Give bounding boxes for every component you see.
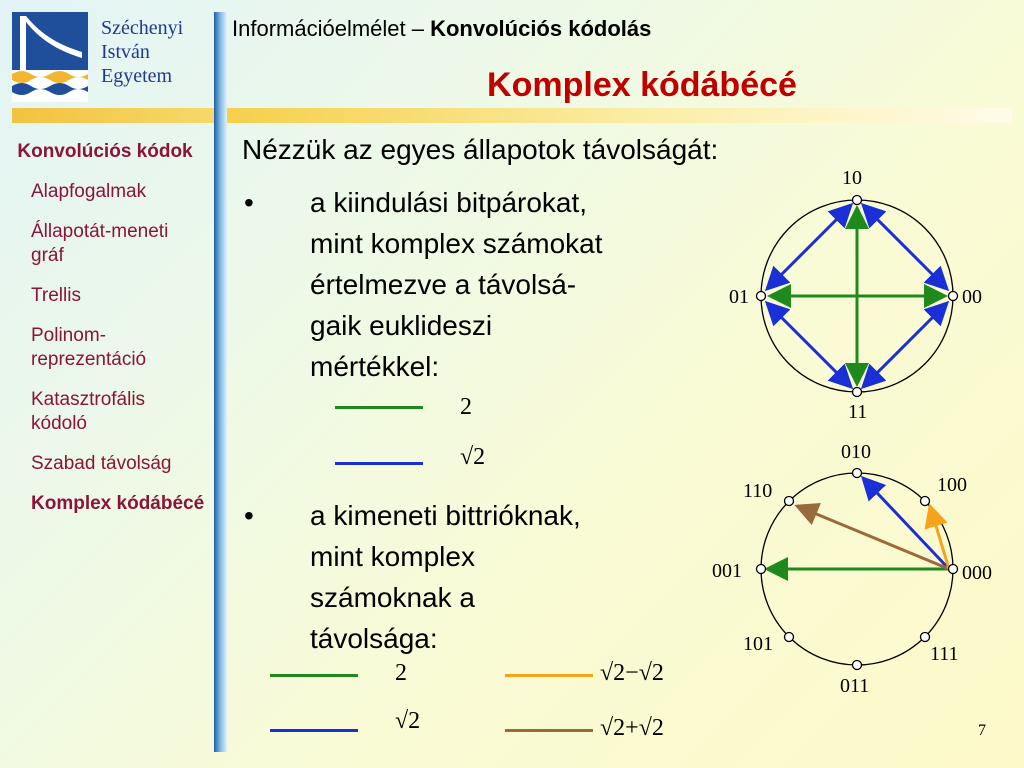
state-node-001 (757, 565, 766, 574)
sidebar-item-katasztrofalis[interactable]: Katasztrofális kódoló (31, 389, 146, 434)
state-node-100 (921, 497, 930, 506)
state-node-11 (853, 388, 862, 397)
legend2-line-brown (505, 729, 593, 732)
state-node-101 (785, 633, 794, 642)
edge-000-110 (797, 506, 949, 569)
label-11: 11 (848, 401, 868, 423)
edge-10-01 (767, 205, 851, 289)
sidebar-item-allapotatmeneti-graf[interactable]: Állapotát-meneti gráf (31, 221, 169, 266)
course-topic: Konvolúciós kódolás (430, 16, 652, 41)
bullet-dot: • (244, 187, 254, 218)
label-101: 101 (743, 633, 773, 655)
header-accent-bar-right (226, 108, 1012, 123)
label-011: 011 (840, 675, 870, 697)
sidebar-item-polinom[interactable]: Polinom-reprezentáció (31, 325, 147, 370)
legend-line-green (335, 406, 423, 409)
bullet-1-line: értelmezve a távolsá- (310, 269, 577, 300)
edge-10-00 (863, 205, 947, 289)
state-node-01 (757, 292, 766, 301)
bullet-dot: • (244, 500, 254, 531)
intro-text: Nézzük az egyes állapotok távolságát: (242, 134, 719, 165)
sidebar-nav (12, 140, 212, 532)
sidebar-heading[interactable]: Konvolúciós kódok (17, 141, 193, 162)
university-logo (12, 12, 88, 102)
legend-label-sqrt2: √2 (460, 444, 486, 470)
course-prefix: Információelmélet – (232, 16, 431, 41)
label-01: 01 (729, 286, 749, 308)
bullet-2-line: mint komplex (310, 541, 475, 572)
state-node-111 (921, 633, 930, 642)
university-name (101, 16, 183, 88)
label-111: 111 (930, 643, 959, 665)
edge-00-11 (863, 303, 947, 387)
legend2-label-2: 2 (395, 660, 407, 686)
bullet-2-line: számoknak a (310, 582, 475, 613)
state-node-011 (853, 661, 862, 670)
page-number: 7 (978, 722, 986, 739)
logo-line-3: Egyetem (101, 65, 173, 87)
label-00: 00 (962, 286, 982, 308)
state-diagram-2bit (720, 160, 1020, 430)
state-node-00 (949, 292, 958, 301)
legend2-line-orange (505, 674, 593, 677)
label-010: 010 (841, 441, 871, 463)
legend-line-blue (335, 462, 423, 465)
sidebar-item-komplex-kodabece[interactable]: Komplex kódábécé (31, 493, 205, 514)
legend2-line-green (270, 674, 358, 677)
label-001: 001 (712, 560, 742, 582)
label-10: 10 (842, 167, 862, 189)
label-000: 000 (962, 562, 992, 584)
bullet-1-line: mértékkel: (310, 351, 440, 382)
sidebar-item-trellis[interactable]: Trellis (31, 285, 81, 306)
label-110: 110 (743, 480, 773, 502)
state-node-10 (853, 196, 862, 205)
legend2-label-sqrt-2-minus-sqrt2: √2−√2 (600, 660, 664, 686)
bullet-1-line: a kiindulási bitpárokat, (310, 187, 588, 218)
legend2-label-sqrt2: √2 (395, 708, 421, 734)
state-diagram-3bit (700, 436, 1024, 706)
bullet-2-line: a kimeneti bittrióknak, (310, 500, 581, 531)
state-node-010 (853, 469, 862, 478)
sidebar-item-alapfogalmak[interactable]: Alapfogalmak (31, 181, 147, 202)
logo-line-2: István (101, 41, 150, 63)
course-title (232, 16, 651, 42)
vertical-divider-bar (214, 12, 227, 752)
header-accent-bar-left (12, 108, 215, 123)
sidebar-item-szabad-tavolsag[interactable]: Szabad távolság (31, 453, 172, 474)
bullet-1-line: gaik euklideszi (310, 310, 493, 341)
bullet-2-line: távolsága: (310, 623, 438, 654)
legend2-line-blue (270, 729, 358, 732)
legend-label-2: 2 (460, 394, 472, 420)
legend2-label-sqrt-2-plus-sqrt2: √2+√2 (600, 715, 664, 741)
slide-title: Komplex kódábécé (487, 66, 797, 104)
logo-line-1: Széchenyi (101, 17, 184, 39)
label-100: 100 (937, 474, 967, 496)
bullet-1-line: mint komplex számokat (310, 228, 603, 259)
edge-01-11 (767, 303, 851, 387)
state-node-000 (949, 565, 958, 574)
state-node-110 (785, 497, 794, 506)
